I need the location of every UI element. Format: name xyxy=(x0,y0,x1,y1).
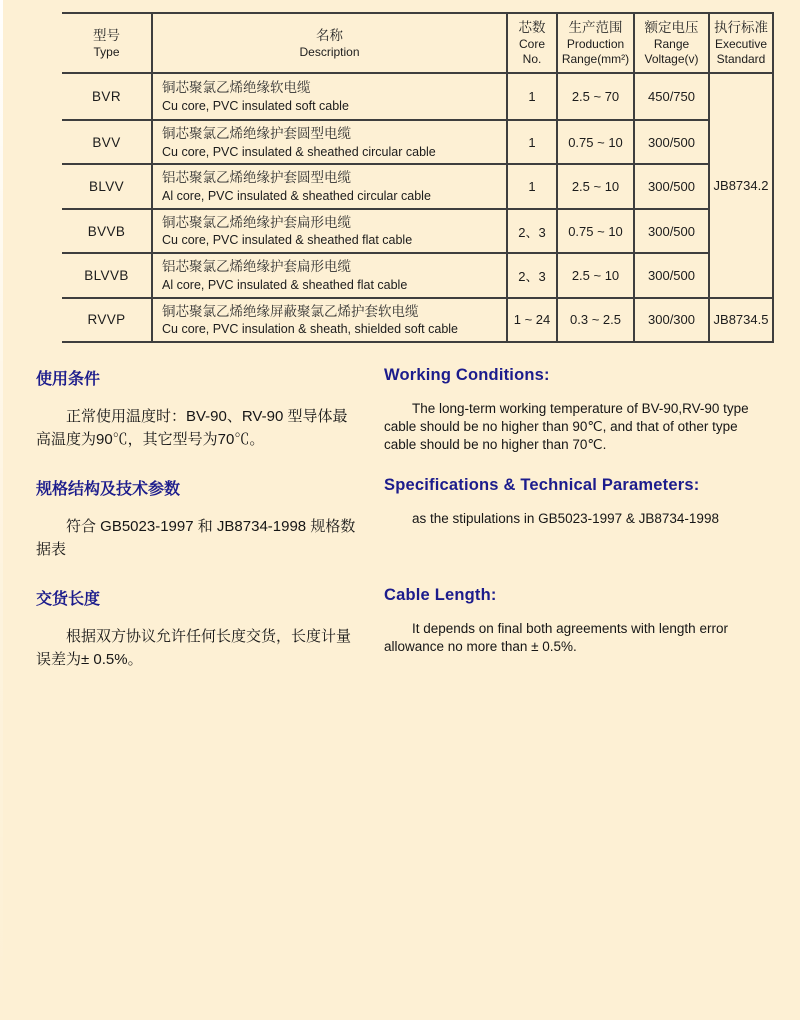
cable-length-title-en: Cable Length: xyxy=(384,586,497,604)
cell-description-zh: 铜芯聚氯乙烯绝缘护套扁形电缆 xyxy=(162,214,351,230)
header-description-zh: 名称 xyxy=(316,27,343,43)
cable-length-zh xyxy=(0,578,358,672)
cell-range: 0.75 ~ 10 xyxy=(557,209,634,253)
header-rated-voltage xyxy=(634,13,709,73)
specifications-body-en: as the stipulations in GB5023-1997 & JB8734-1998 xyxy=(412,511,719,526)
section-working-conditions xyxy=(0,358,800,468)
header-executive-standard-en2: Standard xyxy=(716,52,766,67)
cell-range: 0.75 ~ 10 xyxy=(557,120,634,164)
header-type-zh: 型号 xyxy=(93,27,120,43)
cell-description-zh: 铝芯聚氯乙烯绝缘护套扁形电缆 xyxy=(162,259,351,275)
header-executive-standard xyxy=(709,13,773,73)
cell-voltage: 450/750 xyxy=(634,73,709,120)
header-core-no-zh: 芯数 xyxy=(518,20,546,36)
cell-cores: 1 xyxy=(507,164,557,208)
cell-description xyxy=(152,73,507,120)
cell-description xyxy=(152,164,507,208)
header-executive-standard-en1: Executive xyxy=(714,37,768,52)
cell-description-en: Cu core, PVC insulated soft cable xyxy=(162,98,349,113)
cell-standard-group1: JB8734.2 xyxy=(709,73,773,298)
cell-range: 2.5 ~ 10 xyxy=(557,253,634,297)
cell-range: 2.5 ~ 70 xyxy=(557,73,634,120)
cell-description-zh: 铜芯聚氯乙烯绝缘软电缆 xyxy=(162,80,311,96)
cell-description-zh: 铜芯聚氯乙烯绝缘护套圆型电缆 xyxy=(162,126,351,141)
working-conditions-title-zh: 使用条件 xyxy=(36,371,101,388)
cell-description xyxy=(152,298,507,342)
cell-voltage: 300/500 xyxy=(634,253,709,297)
header-description xyxy=(152,13,507,73)
header-rated-voltage-en1: Range xyxy=(653,37,690,52)
specifications-en xyxy=(358,468,763,528)
cell-voltage: 300/500 xyxy=(634,164,709,208)
table-row xyxy=(62,209,773,253)
header-production-range xyxy=(557,13,634,73)
header-executive-standard-zh: 执行标准 xyxy=(714,20,768,36)
table-row xyxy=(62,73,773,120)
cell-description-en: Cu core, PVC insulation & sheath, shielded soft cable xyxy=(162,322,459,337)
cell-description-en: Al core, PVC insulated & sheathed flat cable xyxy=(162,277,408,292)
cell-description-zh: 铝芯聚氯乙烯绝缘护套圆型电缆 xyxy=(162,170,351,186)
specifications-body-zh: 符合 GB5023-1997 和 JB8734-1998 规格数据表 xyxy=(36,518,356,559)
cell-type: BVVB xyxy=(62,209,152,253)
working-conditions-en xyxy=(358,358,763,454)
header-core-no xyxy=(507,13,557,73)
table-row xyxy=(62,253,773,297)
cable-length-body-en: It depends on final both agreements with length error allowance no more than ± 0.5%. xyxy=(384,621,728,654)
cell-cores: 2、3 xyxy=(507,253,557,297)
header-type-en: Type xyxy=(93,44,120,59)
header-description-en: Description xyxy=(299,44,360,59)
cell-cores: 1 xyxy=(507,73,557,120)
table-header-row xyxy=(62,13,773,73)
cable-length-body-zh: 根据双方协议允许任何长度交货，长度计量误差为± 0.5%。 xyxy=(36,628,352,669)
cell-range: 2.5 ~ 10 xyxy=(557,164,634,208)
cable-length-title-zh: 交货长度 xyxy=(36,591,101,608)
cell-type: BVR xyxy=(62,73,152,120)
cell-description-en: Al core, PVC insulated & sheathed circular cable xyxy=(162,189,431,203)
header-production-range-zh: 生产范围 xyxy=(568,20,623,36)
cell-type: BLVVB xyxy=(62,253,152,297)
cell-description-zh: 铜芯聚氯乙烯绝缘屏蔽聚氯乙烯护套软电缆 xyxy=(162,303,419,319)
cell-cores: 1 xyxy=(507,120,557,164)
cell-type: BVV xyxy=(62,120,152,164)
cell-description xyxy=(152,120,507,164)
header-production-range-en2: Range(mm²) xyxy=(561,52,630,67)
table-row xyxy=(62,164,773,208)
cell-description-en: Cu core, PVC insulated & sheathed flat cable xyxy=(162,233,413,248)
cell-voltage: 300/300 xyxy=(634,298,709,342)
cell-range: 0.3 ~ 2.5 xyxy=(557,298,634,342)
cell-cores: 2、3 xyxy=(507,209,557,253)
specifications-zh xyxy=(0,468,358,562)
cell-type: RVVP xyxy=(62,298,152,342)
specifications-title-en: Specifications & Technical Parameters: xyxy=(384,476,700,494)
cell-description-en: Cu core, PVC insulated & sheathed circular cable xyxy=(162,144,436,159)
cell-voltage: 300/500 xyxy=(634,209,709,253)
cell-type: BLVV xyxy=(62,164,152,208)
header-core-no-en: Core No. xyxy=(518,37,545,67)
table-row xyxy=(62,120,773,164)
working-conditions-zh xyxy=(0,358,358,452)
section-specifications xyxy=(0,468,800,578)
cable-spec-table xyxy=(62,12,774,343)
working-conditions-body-en: The long-term working temperature of BV-90,RV-90 type cable should be no higher than 90℃, and that of other type cable should be no higher than 70℃. xyxy=(384,401,749,452)
cell-description xyxy=(152,253,507,297)
cell-description xyxy=(152,209,507,253)
cell-standard-group2: JB8734.5 xyxy=(709,298,773,342)
cable-length-en xyxy=(358,578,763,656)
cell-voltage: 300/500 xyxy=(634,120,709,164)
working-conditions-body-zh: 正常使用温度时：BV-90、RV-90 型导体最高温度为90℃，其它型号为70℃。 xyxy=(36,408,348,449)
header-type xyxy=(62,13,152,73)
cell-cores: 1 ~ 24 xyxy=(507,298,557,342)
text-sections xyxy=(0,358,800,672)
table-row xyxy=(62,298,773,342)
header-production-range-en1: Production xyxy=(566,37,625,52)
header-rated-voltage-zh: 额定电压 xyxy=(644,20,699,36)
header-rated-voltage-en2: Voltage(v) xyxy=(644,52,699,67)
specifications-title-zh: 规格结构及技术参数 xyxy=(36,481,181,498)
section-cable-length xyxy=(0,578,800,672)
working-conditions-title-en: Working Conditions: xyxy=(384,366,550,384)
